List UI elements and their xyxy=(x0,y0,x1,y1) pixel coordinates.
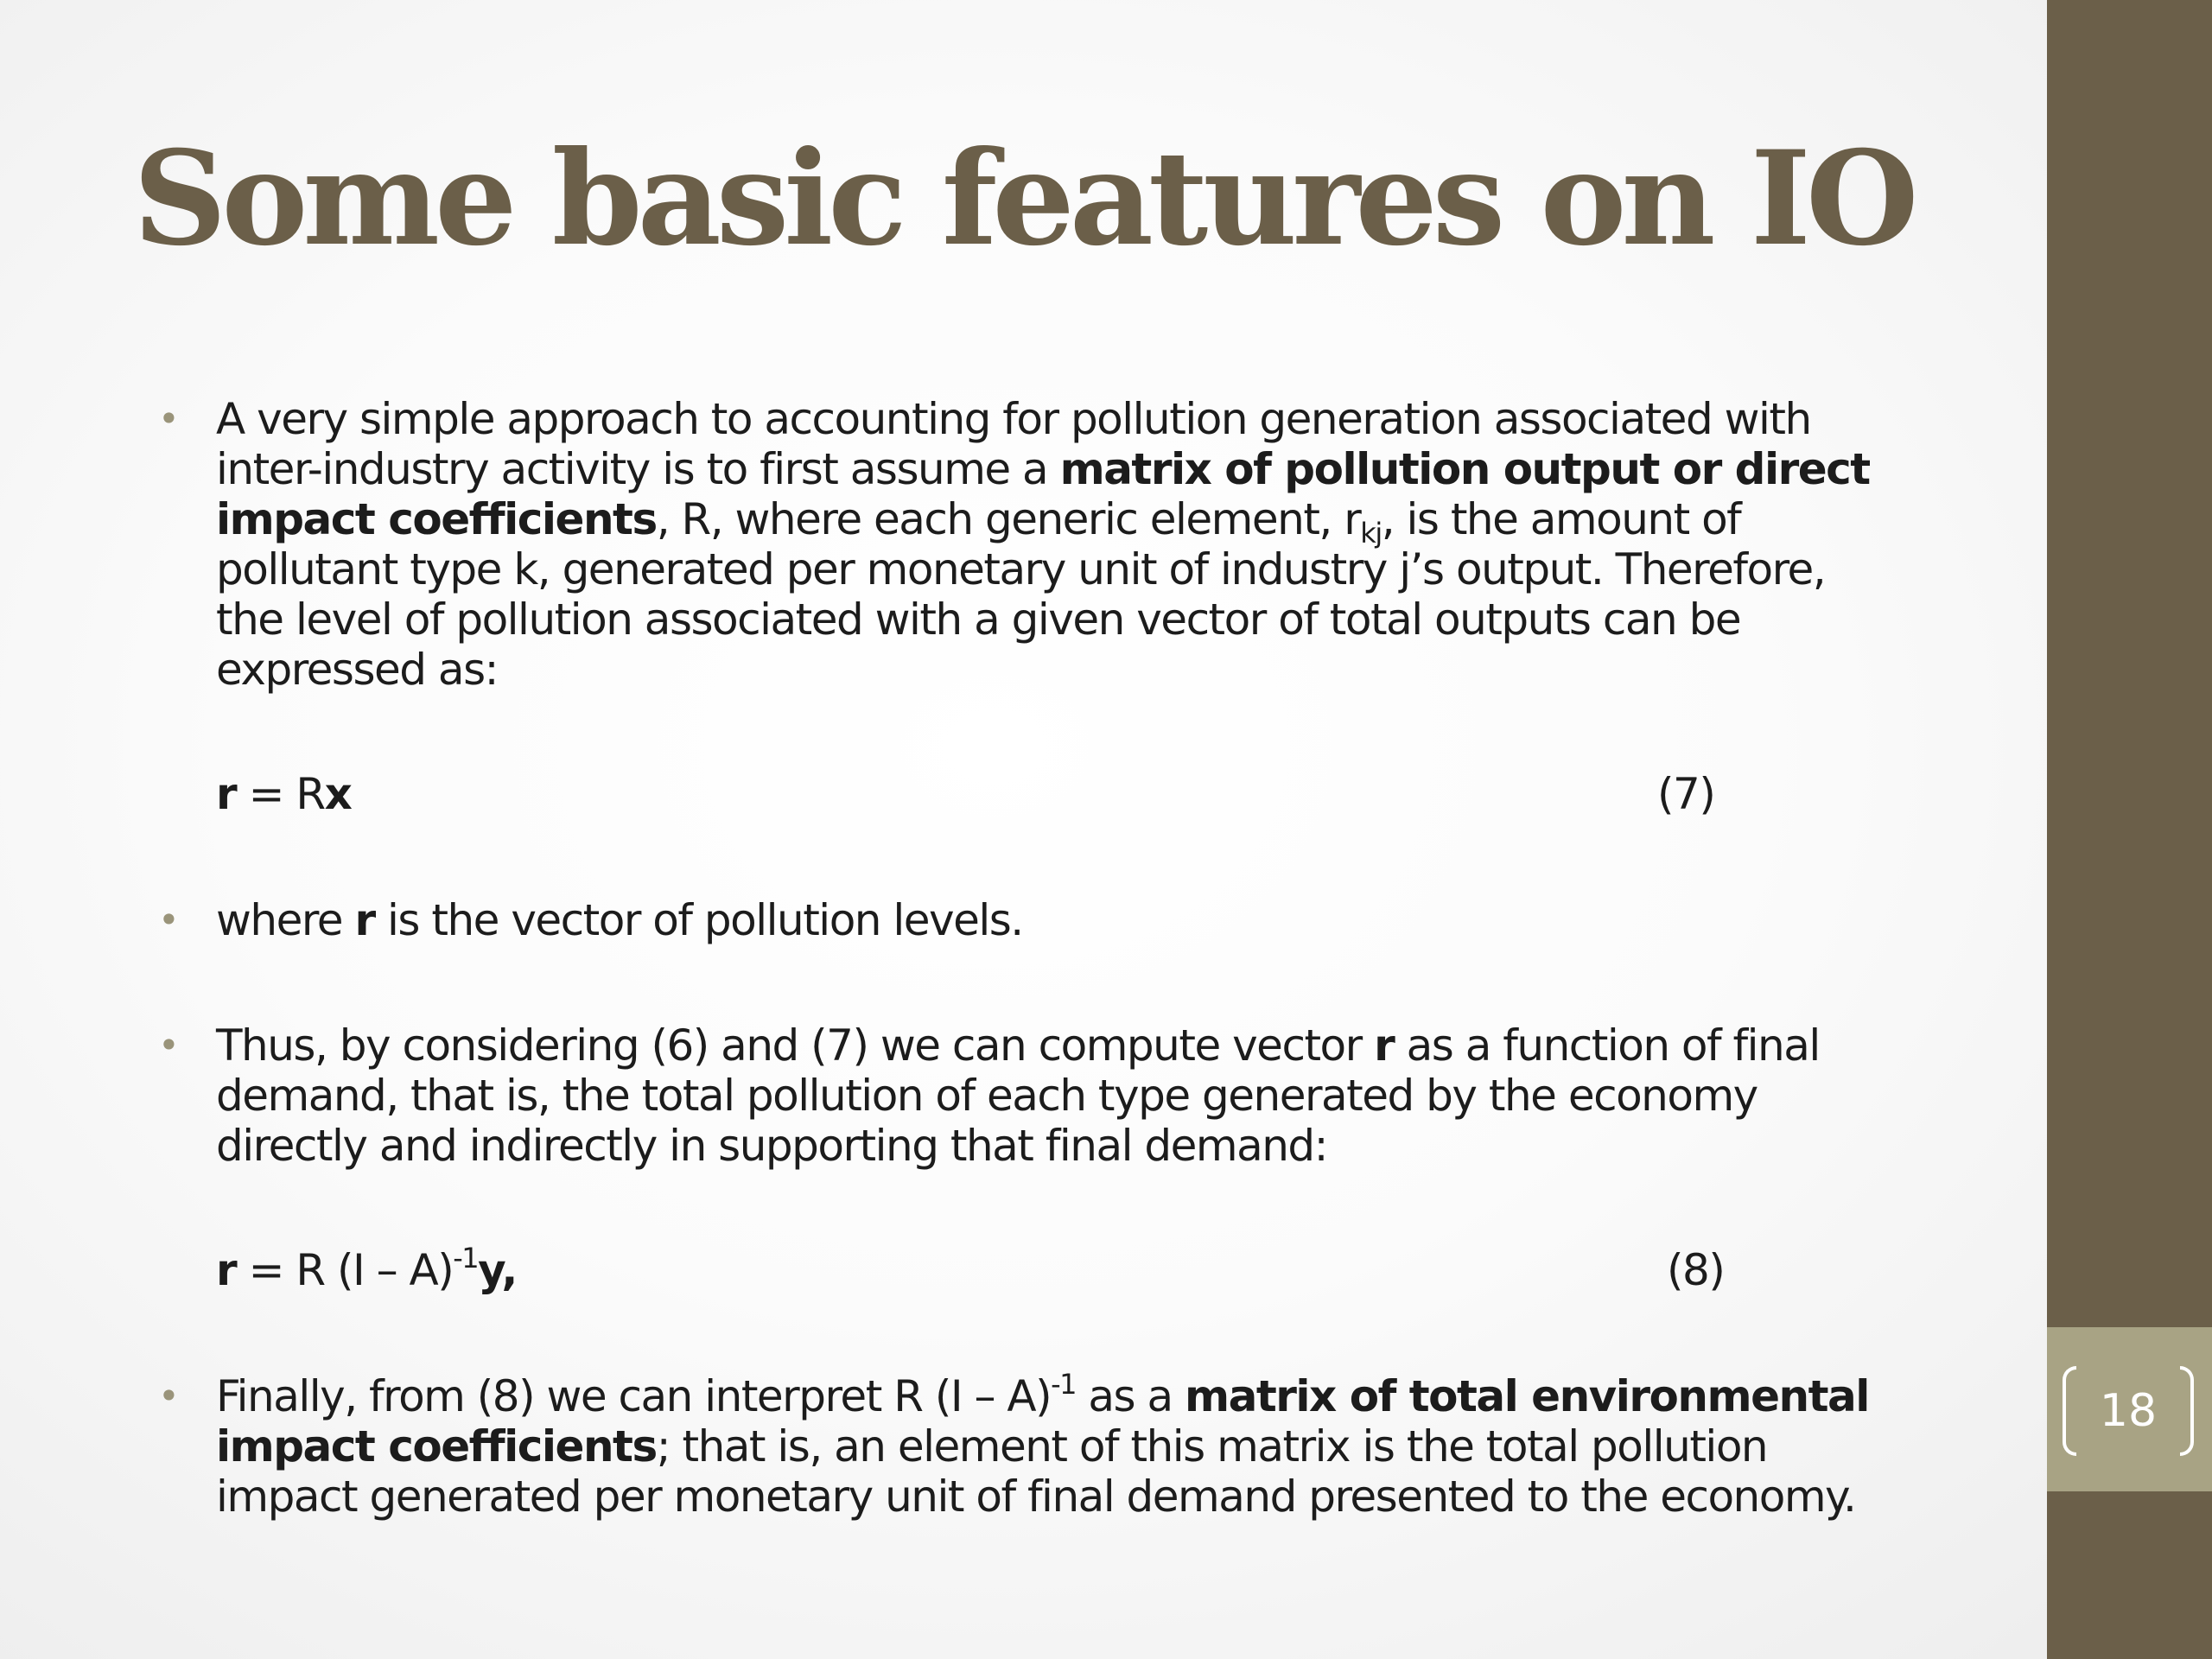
eq7-rhs: x xyxy=(324,769,352,819)
bullet4-line2 xyxy=(216,1421,1944,1471)
bullet-marker: • xyxy=(158,899,179,941)
equation-8-number: (8) xyxy=(1667,1245,1725,1295)
bullet1-line6: expressed as: xyxy=(216,645,498,695)
eq7-lhs: r xyxy=(216,769,237,819)
bullet1-line2-text: inter-industry activity is to first assume a xyxy=(216,444,1060,494)
bullet1-line4: pollutant type k, generated per monetary unit of industry j’s output. Therefore, xyxy=(216,544,1826,594)
bullet1-line3 xyxy=(216,494,1944,550)
bullet1-line3-tail: , is the amount of xyxy=(1381,494,1741,544)
bullet2-line1 xyxy=(216,895,1944,945)
bullet4-line3: impact generated per monetary unit of final demand presented to the economy. xyxy=(216,1471,1856,1522)
bullet2-text-c: is the vector of pollution levels. xyxy=(374,895,1023,945)
equation-7 xyxy=(216,769,351,819)
bullet-marker: • xyxy=(158,397,179,440)
slide-title: Some basic features on IO xyxy=(133,123,1914,275)
bullet3-line1-tail: as a function of final xyxy=(1394,1020,1820,1071)
bullet3-line3: directly and indirectly in supporting that final demand: xyxy=(216,1121,1327,1171)
bullet1-line2 xyxy=(216,444,1944,494)
bullet4-line2-text: ; that is, an element of this matrix is the total pollution xyxy=(656,1421,1768,1471)
bullet1-line1: A very simple approach to accounting for pollution generation associated with xyxy=(216,394,1811,444)
equation-8 xyxy=(216,1242,517,1295)
eq8-superscript: -1 xyxy=(453,1242,479,1274)
bullet-marker: • xyxy=(158,1024,179,1066)
bullet-pollution-vector xyxy=(216,895,1944,945)
eq8-mid: = R (I – A) xyxy=(236,1245,454,1295)
bullet1-line3-bold: impact coefficients xyxy=(216,494,657,544)
bullet3-line1-text: Thus, by considering (6) and (7) we can compute vector xyxy=(216,1020,1375,1071)
bullet-total-impact xyxy=(216,1368,1944,1522)
bullet4-line1-mid: as a xyxy=(1076,1371,1185,1421)
bullet4-line1-text: Finally, from (8) we can interpret R (I – A) xyxy=(216,1371,1052,1421)
page-number: 18 xyxy=(2099,1385,2158,1437)
page-number-frame xyxy=(2063,1366,2194,1458)
bullet1-line2-bold: matrix of pollution output or direct xyxy=(1059,444,1870,494)
bullet4-line1 xyxy=(216,1368,1944,1421)
bullet4-line2-bold: impact coefficients xyxy=(216,1421,657,1471)
bullet-marker: • xyxy=(158,1375,179,1417)
bullet3-line2: demand, that is, the total pollution of each type generated by the economy xyxy=(216,1071,1758,1121)
bullet1-line5: the level of pollution associated with a given vector of total outputs can be xyxy=(216,594,1741,645)
bullet3-line1-bold: r xyxy=(1374,1020,1395,1071)
eq7-mid: = R xyxy=(236,769,325,819)
bullet2-bold: r xyxy=(354,895,375,945)
bullet2-text-a: where xyxy=(216,895,355,945)
bullet1-line3-text: , R, where each generic element, r xyxy=(656,494,1361,544)
bullet-final-demand xyxy=(216,1020,1944,1171)
bullet-pollution-matrix xyxy=(216,394,1944,695)
eq8-rhs: y xyxy=(478,1245,502,1295)
bullet4-line1-bold: matrix of total environmental xyxy=(1185,1371,1869,1421)
subscript-kj: kj xyxy=(1360,517,1382,550)
eq8-lhs: r xyxy=(216,1245,237,1295)
eq8-tail: , xyxy=(501,1245,517,1295)
bullet4-superscript: -1 xyxy=(1051,1368,1076,1401)
equation-7-number: (7) xyxy=(1657,769,1715,819)
bullet3-line1 xyxy=(216,1020,1944,1071)
